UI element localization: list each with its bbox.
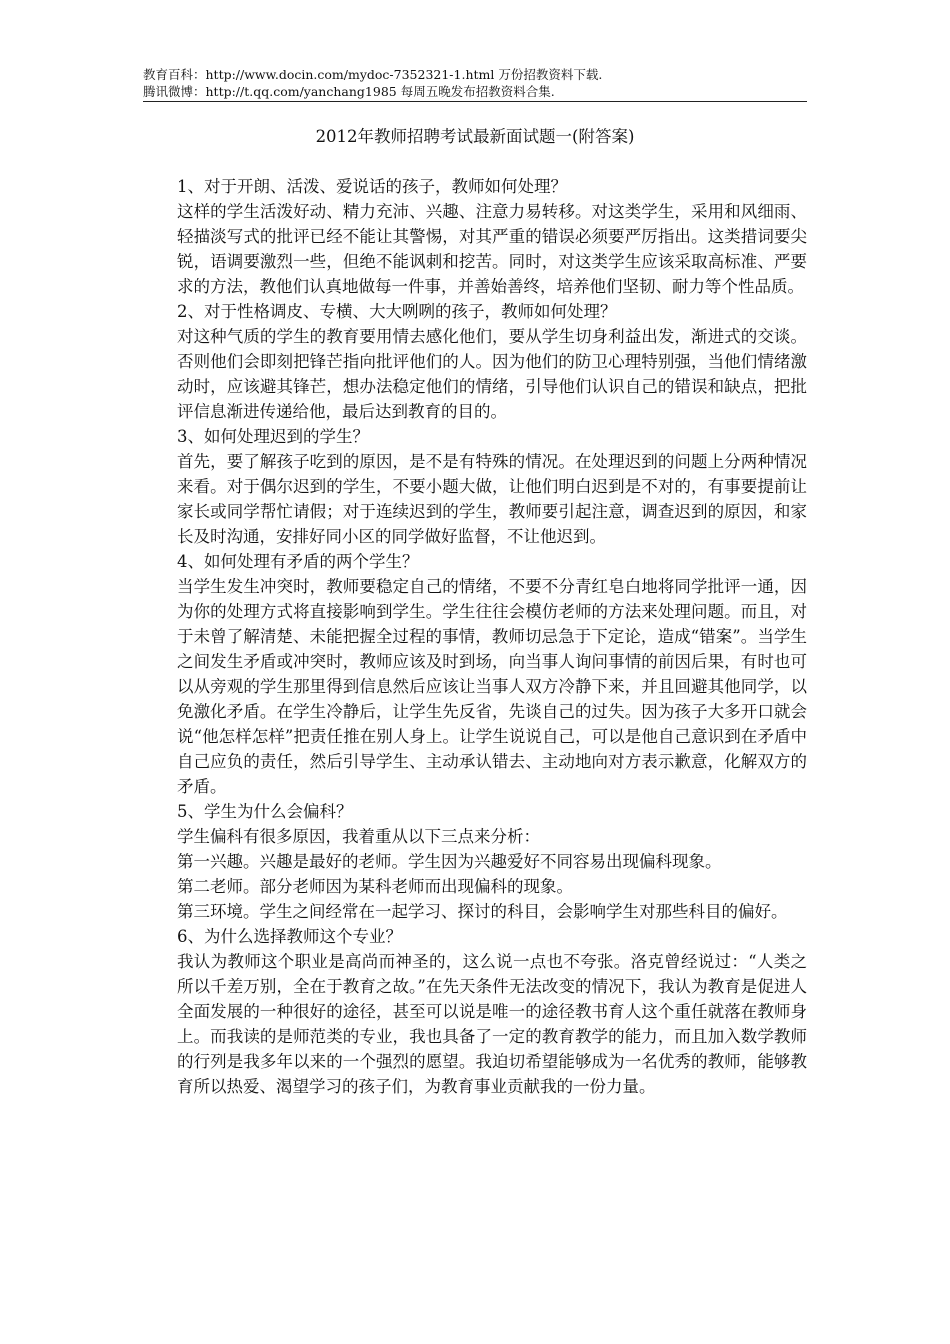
answer-2: 对这种气质的学生的教育要用情去感化他们，要从学生切身利益出发，渐进式的交谈。否则他们会即刻把锋芒指向批评他们的人。因为他们的防卫心理特别强，当他们情绪激动时，应该避其锋芒，想办法稳定他们的情绪，引导他们认识自己的错误和缺点，把批评信息渐进传递给他，最后达到教育的目的。	[177, 327, 807, 421]
question-4: 4、如何处理有矛盾的两个学生？	[177, 552, 419, 571]
question-5: 5、学生为什么会偏科？	[177, 802, 353, 821]
header-divider	[143, 101, 807, 102]
answer-3: 首先，要了解孩子吃到的原因，是不是有特殊的情况。在处理迟到的问题上分两种情况来看。对于偶尔迟到的学生，不要小题大做，让他们明白迟到是不对的，有事要提前让家长或同学帮忙请假；对于连续迟到的学生，教师要引起注意，调查迟到的原因，和家长及时沟通，安排好同小区的同学做好监督，不让他迟到。	[177, 452, 807, 546]
answer-4: 当学生发生冲突时，教师要稳定自己的情绪，不要不分青红皂白地将同学批评一通，因为你的处理方式将直接影响到学生。学生往往会模仿老师的方法来处理问题。而且，对于未曾了解清楚、未能把握全过程的事情，教师切忌急于下定论，造成“错案”。当学生之间发生矛盾或冲突时，教师应该及时到场，向当事人询问事情的前因后果，有时也可以从旁观的学生那里得到信息然后应该让当事人双方冷静下来，并且回避其他同学，以免激化矛盾。在学生冷静后，让学生先反省，先谈自己的过失。因为孩子大多开口就会说“他怎样怎样”把责任推在别人身上。让学生说说自己，可以是他自己意识到在矛盾中自己应负的责任，然后引导学生、主动承认错去、主动地向对方表示歉意，化解双方的矛盾。	[177, 577, 807, 796]
document-body	[177, 174, 807, 1099]
question-1: 1、对于开朗、活泼、爱说话的孩子，教师如何处理？	[177, 177, 567, 196]
answer-6: 我认为教师这个职业是高尚而神圣的，这么说一点也不夸张。洛克曾经说过：“人类之所以千差万别，全在于教育之故。”在先天条件无法改变的情况下，我认为教育是促进人全面发展的一种很好的途径，甚至可以说是唯一的途径教书育人这个重任就落在教师身上。而我读的是师范类的专业，我也具备了一定的教育教学的能力，而且加入数学教师的行列是我多年以来的一个强烈的愿望。我迫切希望能够成为一名优秀的教师，能够教育所以热爱、渴望学习的孩子们，为教育事业贡献我的一份力量。	[177, 952, 807, 1096]
answer-5-point-2: 第二老师。部分老师因为某科老师而出现偏科的现象。	[177, 877, 573, 896]
question-3: 3、如何处理迟到的学生？	[177, 427, 369, 446]
header-line-docin: 教育百科：http://www.docin.com/mydoc-7352321-1.html 万份招教资料下载.	[143, 67, 603, 82]
answer-5-point-1: 第一兴趣。兴趣是最好的老师。学生因为兴趣爱好不同容易出现偏科现象。	[177, 852, 722, 871]
answer-1: 这样的学生活泼好动、精力充沛、兴趣、注意力易转移。对这类学生，采用和风细雨、轻描淡写式的批评已经不能让其警惕，对其严重的错误必须要严厉指出。这类措词要尖锐，语调要激烈一些，但绝不能讽刺和挖苦。同时，对这类学生应该采取高标准、严要求的方法，教他们认真地做每一件事，并善始善终，培养他们坚韧、耐力等个性品质。	[177, 202, 807, 296]
page-header	[143, 66, 807, 100]
question-2: 2、对于性格调皮、专横、大大咧咧的孩子，教师如何处理？	[177, 302, 617, 321]
answer-5-point-3: 第三环境。学生之间经常在一起学习、探讨的科目，会影响学生对那些科目的偏好。	[177, 902, 788, 921]
question-6: 6、为什么选择教师这个专业？	[177, 927, 402, 946]
header-line-weibo: 腾讯微博：http://t.qq.com/yanchang1985 每周五晚发布招教资料合集.	[143, 84, 555, 99]
answer-5-intro: 学生偏科有很多原因，我着重从以下三点来分析：	[177, 827, 540, 846]
document-title: 2012年教师招聘考试最新面试题一(附答案)	[315, 127, 635, 146]
